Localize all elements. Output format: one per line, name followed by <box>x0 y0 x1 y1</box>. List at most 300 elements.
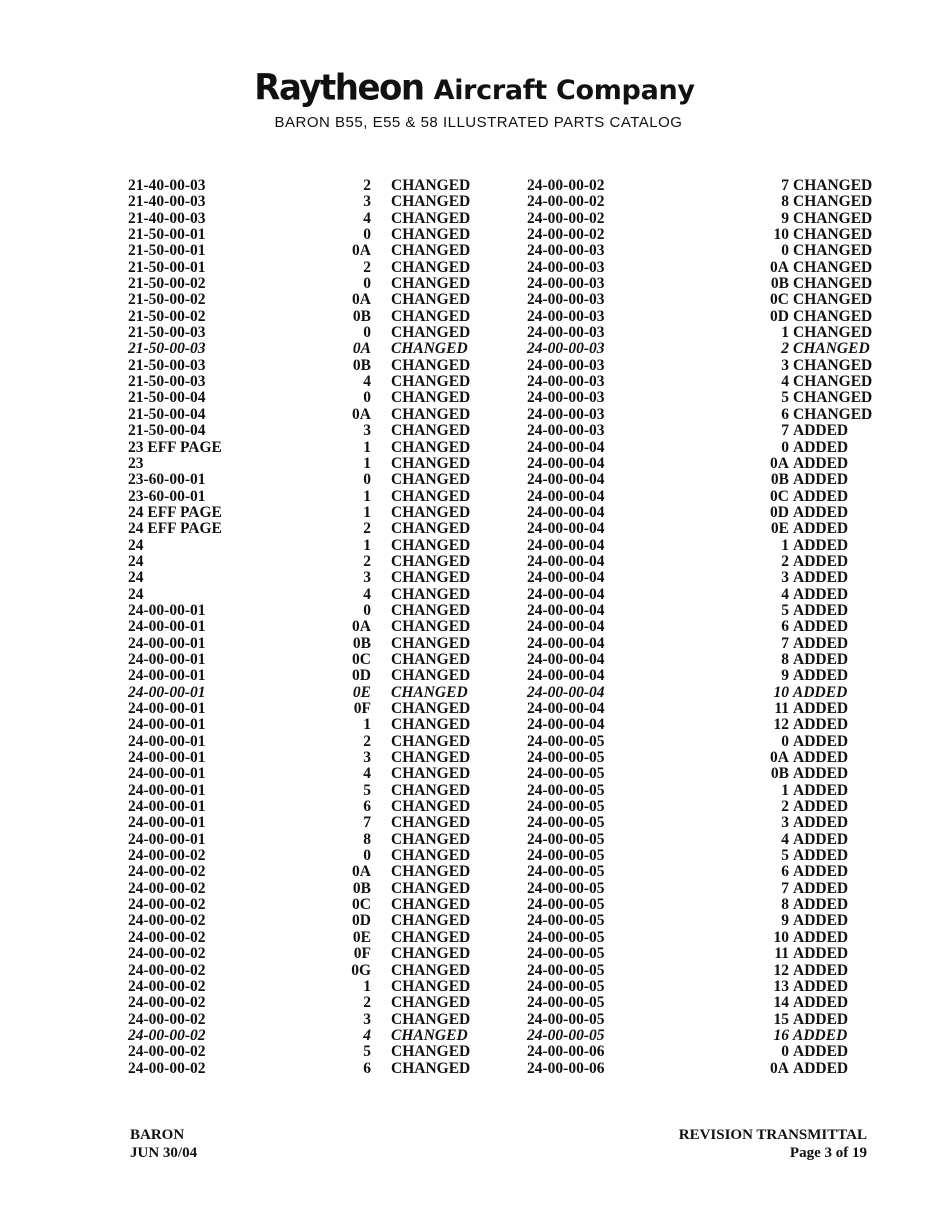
page-number: 10 <box>773 226 789 244</box>
list-item <box>527 799 877 815</box>
change-status: CHANGED <box>391 945 471 963</box>
list-item <box>527 538 877 554</box>
chapter-ref: 24-00-00-04 <box>527 650 605 668</box>
chapter-ref: 24-00-00-04 <box>527 683 605 701</box>
chapter-ref: 24-00-00-04 <box>527 552 605 570</box>
change-status: CHANGED <box>391 569 471 587</box>
change-status: CHANGED <box>391 716 471 734</box>
page-number: 16 <box>773 1026 789 1044</box>
list-item <box>527 440 877 456</box>
list-item <box>527 668 877 684</box>
page-number: 1 <box>363 438 371 456</box>
list-item <box>128 619 473 635</box>
page-number: 6 <box>781 618 789 636</box>
change-status: CHANGED <box>391 1026 468 1044</box>
change-status: CHANGED <box>391 226 471 244</box>
page-number: 0A <box>352 863 371 881</box>
page-number: 1 <box>363 487 371 505</box>
change-status: CHANGED <box>391 765 471 783</box>
chapter-ref: 24-00-00-02 <box>527 177 605 194</box>
chapter-ref: 24-00-00-03 <box>527 324 605 342</box>
page-number: 0 <box>363 471 371 489</box>
change-status: ADDED <box>793 650 849 668</box>
change-status: ADDED <box>793 749 849 767</box>
change-status: CHANGED <box>391 552 471 570</box>
list-item <box>527 766 877 782</box>
change-status: CHANGED <box>391 324 471 342</box>
list-item <box>527 325 877 341</box>
chapter-ref: 24-00-00-02 <box>128 912 206 930</box>
page-number: 7 <box>781 422 789 440</box>
list-item <box>527 636 877 652</box>
list-item <box>527 194 877 210</box>
change-status: ADDED <box>793 977 849 995</box>
change-status: CHANGED <box>391 961 471 979</box>
chapter-ref: 24-00-00-05 <box>527 896 605 914</box>
footer-page-number: Page 3 of 19 <box>789 1145 867 1161</box>
chapter-ref: 24-00-00-01 <box>128 683 206 701</box>
chapter-ref: 24-00-00-02 <box>128 863 206 881</box>
chapter-ref: 24 <box>128 552 144 570</box>
page-number: 6 <box>781 863 789 881</box>
list-item <box>128 538 473 554</box>
page-number: 2 <box>363 552 371 570</box>
chapter-ref: 24-00-00-05 <box>527 814 605 832</box>
chapter-ref: 24-00-00-05 <box>527 994 605 1012</box>
page-number: 0D <box>770 307 789 325</box>
chapter-ref: 24-00-00-01 <box>128 798 206 816</box>
list-item <box>128 292 473 308</box>
change-status: CHANGED <box>391 389 471 407</box>
chapter-ref: 24-00-00-05 <box>527 879 605 897</box>
page-number: 12 <box>773 961 789 979</box>
list-item <box>527 260 877 276</box>
chapter-ref: 24-00-00-01 <box>128 650 206 668</box>
page-number: 12 <box>773 716 789 734</box>
chapter-ref: 24-00-00-03 <box>527 275 605 293</box>
chapter-ref: 24-00-00-04 <box>527 438 605 456</box>
change-status: CHANGED <box>391 847 471 865</box>
chapter-ref: 24 EFF PAGE <box>128 520 222 538</box>
chapter-ref: 21-50-00-03 <box>128 373 206 391</box>
page-number: 0D <box>352 667 371 685</box>
page-number: 6 <box>363 1059 371 1077</box>
change-status: CHANGED <box>391 177 471 194</box>
page-number: 9 <box>781 209 789 227</box>
change-status: ADDED <box>793 847 849 865</box>
list-item <box>527 652 877 668</box>
chapter-ref: 24-00-00-02 <box>128 977 206 995</box>
list-item <box>527 619 877 635</box>
page-number: 0B <box>352 356 371 374</box>
list-item <box>128 587 473 603</box>
page-number: 0A <box>770 749 789 767</box>
list-item <box>527 407 877 423</box>
list-item <box>128 979 473 995</box>
change-status: CHANGED <box>391 373 471 391</box>
change-status: CHANGED <box>793 242 873 260</box>
change-status: CHANGED <box>391 928 471 946</box>
change-status: CHANGED <box>391 667 471 685</box>
change-status: CHANGED <box>793 307 873 325</box>
chapter-ref: 24-00-00-02 <box>128 945 206 963</box>
page-number: 11 <box>774 945 789 963</box>
page-number: 8 <box>781 193 789 211</box>
list-item <box>128 358 473 374</box>
change-status: ADDED <box>793 683 848 701</box>
page-number: 0 <box>363 275 371 293</box>
chapter-ref: 24-00-00-03 <box>527 389 605 407</box>
footer-left <box>130 1126 197 1162</box>
list-item <box>128 1028 473 1044</box>
change-status: CHANGED <box>391 291 471 309</box>
list-item <box>527 292 877 308</box>
page-number: 3 <box>363 1010 371 1028</box>
change-status: ADDED <box>793 814 849 832</box>
change-status: ADDED <box>793 1043 849 1061</box>
chapter-ref: 24-00-00-05 <box>527 928 605 946</box>
page-number: 3 <box>781 356 789 374</box>
chapter-ref: 24-00-00-02 <box>128 1026 206 1044</box>
page-number: 0F <box>353 945 371 963</box>
page-number: 3 <box>363 193 371 211</box>
page-number: 8 <box>781 650 789 668</box>
chapter-ref: 24-00-00-05 <box>527 830 605 848</box>
chapter-ref: 21-40-00-03 <box>128 193 206 211</box>
change-status: CHANGED <box>391 683 468 701</box>
page-number: 0E <box>352 683 371 701</box>
list-item <box>128 963 473 979</box>
page-number: 0A <box>352 242 371 260</box>
page-number: 6 <box>363 798 371 816</box>
change-status: CHANGED <box>391 749 471 767</box>
page-number: 1 <box>781 324 789 342</box>
chapter-ref: 21-50-00-02 <box>128 307 206 325</box>
list-item <box>128 194 473 210</box>
chapter-ref: 24 <box>128 536 144 554</box>
page-number: 0E <box>770 520 789 538</box>
page-number: 0 <box>781 242 789 260</box>
change-status: ADDED <box>793 520 849 538</box>
change-status: CHANGED <box>391 1059 471 1077</box>
list-item <box>128 717 473 733</box>
page-number: 14 <box>773 994 789 1012</box>
chapter-ref: 24-00-00-01 <box>128 601 206 619</box>
chapter-ref: 24-00-00-04 <box>527 503 605 521</box>
list-item <box>527 897 877 913</box>
page-number: 4 <box>781 830 789 848</box>
list-item <box>128 489 473 505</box>
list-item <box>527 472 877 488</box>
page-number: 0E <box>352 928 371 946</box>
list-item <box>128 995 473 1011</box>
list-item <box>527 1028 877 1044</box>
change-status: CHANGED <box>793 405 873 423</box>
list-item <box>527 701 877 717</box>
page-number: 5 <box>781 601 789 619</box>
page-number: 15 <box>773 1010 789 1028</box>
chapter-ref: 21-50-00-04 <box>128 422 206 440</box>
page-number: 3 <box>781 569 789 587</box>
chapter-ref: 24-00-00-04 <box>527 536 605 554</box>
change-status: CHANGED <box>793 226 873 244</box>
page-number: 4 <box>363 209 371 227</box>
page-number: 4 <box>363 585 371 603</box>
right-column-list <box>527 178 877 1077</box>
page-number: 0 <box>363 226 371 244</box>
list-item <box>527 341 877 357</box>
change-status: CHANGED <box>391 356 471 374</box>
change-status: ADDED <box>793 798 849 816</box>
change-status: CHANGED <box>793 275 873 293</box>
change-status: CHANGED <box>391 896 471 914</box>
list-item <box>128 848 473 864</box>
footer-date: JUN 30/04 <box>130 1145 198 1161</box>
list-item <box>527 979 877 995</box>
chapter-ref: 24-00-00-05 <box>527 1010 605 1028</box>
list-item <box>527 423 877 439</box>
list-item <box>128 178 473 194</box>
page-number: 0C <box>352 650 371 668</box>
list-item <box>128 783 473 799</box>
list-item <box>128 309 473 325</box>
list-item <box>527 913 877 929</box>
change-status: CHANGED <box>391 242 471 260</box>
change-status: CHANGED <box>391 487 471 505</box>
list-item <box>527 227 877 243</box>
change-status: CHANGED <box>391 405 471 423</box>
list-item <box>128 881 473 897</box>
list-item <box>128 276 473 292</box>
list-item <box>527 946 877 962</box>
change-status: ADDED <box>793 422 849 440</box>
list-item <box>527 1044 877 1060</box>
page-number: 4 <box>781 585 789 603</box>
list-item <box>527 750 877 766</box>
page-number: 5 <box>781 389 789 407</box>
list-item <box>128 390 473 406</box>
list-item <box>128 864 473 880</box>
change-status: ADDED <box>793 471 849 489</box>
page-number: 2 <box>781 798 789 816</box>
change-status: CHANGED <box>793 356 873 374</box>
page-number: 0D <box>352 912 371 930</box>
change-status: CHANGED <box>793 258 873 276</box>
list-item <box>128 521 473 537</box>
change-status: CHANGED <box>391 1043 471 1061</box>
page-number: 0B <box>352 307 371 325</box>
page-number: 3 <box>781 814 789 832</box>
page-number: 7 <box>781 879 789 897</box>
chapter-ref: 24-00-00-06 <box>527 1059 605 1077</box>
list-item <box>527 243 877 259</box>
list-item <box>527 309 877 325</box>
change-status: CHANGED <box>793 389 873 407</box>
footer-model: BARON <box>130 1127 185 1143</box>
list-item <box>527 783 877 799</box>
page-number: 7 <box>781 177 789 194</box>
chapter-ref: 24-00-00-04 <box>527 716 605 734</box>
chapter-ref: 24-00-00-04 <box>527 487 605 505</box>
chapter-ref: 24-00-00-05 <box>527 863 605 881</box>
page-number: 0C <box>770 487 789 505</box>
list-item <box>527 178 877 194</box>
list-item <box>128 832 473 848</box>
change-status: CHANGED <box>391 781 471 799</box>
list-item <box>128 897 473 913</box>
chapter-ref: 24-00-00-03 <box>527 291 605 309</box>
chapter-ref: 24-00-00-01 <box>128 765 206 783</box>
change-status: ADDED <box>793 863 849 881</box>
chapter-ref: 24-00-00-01 <box>128 749 206 767</box>
chapter-ref: 21-50-00-01 <box>128 226 206 244</box>
change-status: ADDED <box>793 945 849 963</box>
list-item <box>527 456 877 472</box>
page-number: 1 <box>781 781 789 799</box>
change-status: ADDED <box>793 585 849 603</box>
chapter-ref: 24-00-00-04 <box>527 471 605 489</box>
chapter-ref: 24-00-00-05 <box>527 912 605 930</box>
page-number: 2 <box>363 177 371 194</box>
list-item <box>527 554 877 570</box>
page-number: 0 <box>781 732 789 750</box>
chapter-ref: 21-50-00-02 <box>128 291 206 309</box>
chapter-ref: 24-00-00-03 <box>527 307 605 325</box>
chapter-ref: 24-00-00-02 <box>128 1059 206 1077</box>
page-number: 1 <box>363 977 371 995</box>
change-status: CHANGED <box>793 209 873 227</box>
change-status: CHANGED <box>391 503 471 521</box>
list-item <box>527 685 877 701</box>
list-item <box>527 1061 877 1077</box>
chapter-ref: 24-00-00-03 <box>527 258 605 276</box>
chapter-ref: 21-50-00-01 <box>128 258 206 276</box>
page-number: 7 <box>363 814 371 832</box>
chapter-ref: 21-50-00-03 <box>128 340 206 358</box>
change-status: CHANGED <box>391 700 471 717</box>
chapter-ref: 21-50-00-03 <box>128 324 206 342</box>
list-item <box>128 1061 473 1077</box>
chapter-ref: 21-50-00-04 <box>128 405 206 423</box>
list-item <box>527 489 877 505</box>
list-item <box>527 832 877 848</box>
list-item <box>128 750 473 766</box>
change-status: CHANGED <box>391 634 471 652</box>
page-number: 5 <box>363 781 371 799</box>
brand-name: Raytheon <box>254 67 424 109</box>
change-status: CHANGED <box>391 618 471 636</box>
list-item <box>128 570 473 586</box>
list-item <box>527 603 877 619</box>
chapter-ref: 24-00-00-02 <box>128 1043 206 1061</box>
chapter-ref: 24 EFF PAGE <box>128 503 222 521</box>
page-number: 2 <box>363 258 371 276</box>
page-number: 0 <box>363 601 371 619</box>
change-status: ADDED <box>793 928 849 946</box>
list-item <box>128 636 473 652</box>
change-status: ADDED <box>793 454 849 472</box>
list-item <box>527 1012 877 1028</box>
change-status: CHANGED <box>793 324 873 342</box>
list-item <box>527 276 877 292</box>
page-number: 0 <box>781 1043 789 1061</box>
change-status: CHANGED <box>793 291 873 309</box>
list-item <box>128 946 473 962</box>
chapter-ref: 21-50-00-02 <box>128 275 206 293</box>
chapter-ref: 24-00-00-01 <box>128 618 206 636</box>
page-number: 0 <box>363 847 371 865</box>
chapter-ref: 24-00-00-05 <box>527 1026 605 1044</box>
chapter-ref: 24-00-00-04 <box>527 700 605 717</box>
page-number: 7 <box>781 634 789 652</box>
change-status: CHANGED <box>391 193 471 211</box>
change-status: CHANGED <box>391 471 471 489</box>
page-number: 2 <box>363 994 371 1012</box>
page-number: 2 <box>363 732 371 750</box>
change-status: ADDED <box>793 732 849 750</box>
change-status: ADDED <box>793 912 849 930</box>
change-status: CHANGED <box>793 373 873 391</box>
chapter-ref: 24-00-00-02 <box>527 209 605 227</box>
chapter-ref: 24-00-00-01 <box>128 781 206 799</box>
page-number: 0B <box>352 879 371 897</box>
list-item <box>128 423 473 439</box>
change-status: ADDED <box>793 503 849 521</box>
chapter-ref: 24-00-00-02 <box>128 896 206 914</box>
list-item <box>527 505 877 521</box>
change-status: ADDED <box>793 552 849 570</box>
change-status: ADDED <box>793 700 849 717</box>
chapter-ref: 24-00-00-04 <box>527 634 605 652</box>
page-number: 1 <box>363 536 371 554</box>
list-item <box>128 734 473 750</box>
list-item <box>128 1044 473 1060</box>
chapter-ref: 24-00-00-02 <box>128 879 206 897</box>
list-item <box>128 505 473 521</box>
list-item <box>527 864 877 880</box>
chapter-ref: 21-50-00-03 <box>128 356 206 374</box>
page-number: 13 <box>773 977 789 995</box>
page-number: 1 <box>363 503 371 521</box>
page-number: 1 <box>781 536 789 554</box>
change-status: CHANGED <box>391 830 471 848</box>
chapter-ref: 24-00-00-02 <box>128 1010 206 1028</box>
change-status: CHANGED <box>391 1010 471 1028</box>
page-number: 3 <box>363 422 371 440</box>
page-number: 0B <box>352 634 371 652</box>
change-status: CHANGED <box>391 520 471 538</box>
change-status: CHANGED <box>391 814 471 832</box>
page-number: 0 <box>363 324 371 342</box>
list-item <box>128 930 473 946</box>
footer-doc-type: REVISION TRANSMITTAL <box>678 1127 867 1143</box>
change-status: CHANGED <box>391 732 471 750</box>
page-number: 0 <box>363 389 371 407</box>
change-status: CHANGED <box>793 193 873 211</box>
company-name: Aircraft Company <box>433 75 695 106</box>
change-status: CHANGED <box>391 307 471 325</box>
footer-right <box>679 1126 867 1162</box>
chapter-ref: 24-00-00-04 <box>527 585 605 603</box>
list-item <box>128 685 473 701</box>
chapter-ref: 24-00-00-05 <box>527 765 605 783</box>
list-item <box>128 341 473 357</box>
chapter-ref: 24-00-00-03 <box>527 405 605 423</box>
chapter-ref: 24-00-00-03 <box>527 422 605 440</box>
page-number: 0D <box>770 503 789 521</box>
page-number: 3 <box>363 569 371 587</box>
list-item <box>128 603 473 619</box>
